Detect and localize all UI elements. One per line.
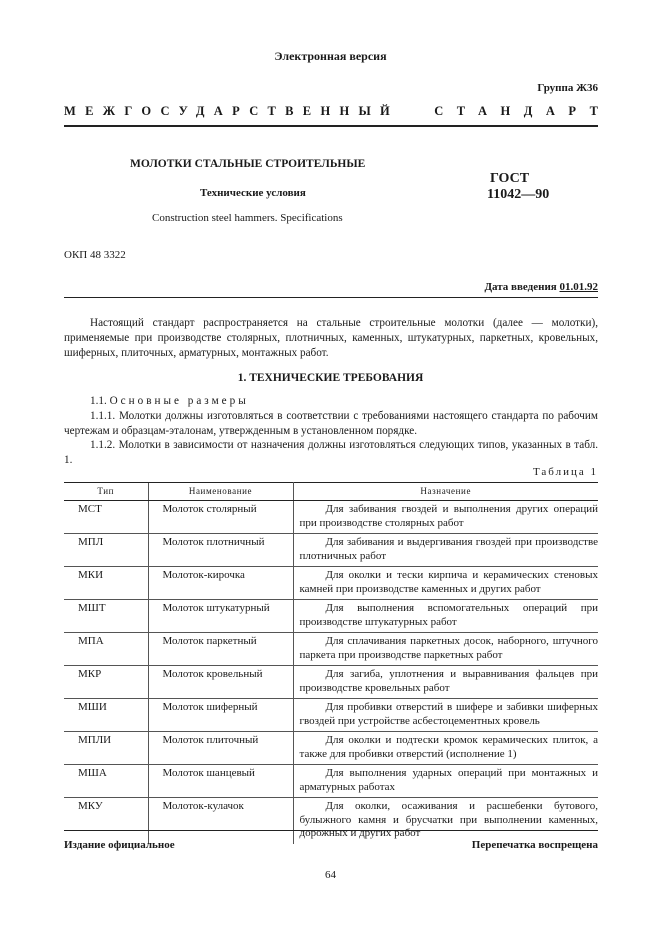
cell-purpose-text: Для выполнения ударных операций при монтажных и арматурных работах [299, 767, 598, 793]
cell-type: МПЛ [64, 534, 148, 567]
table-row [64, 666, 598, 699]
header-name: Наименование [148, 483, 293, 501]
cell-type: МПА [64, 633, 148, 666]
banner-word-standard: СТАНДАРТ [434, 104, 612, 118]
document-title: МОЛОТКИ СТАЛЬНЫЕ СТРОИТЕЛЬНЫЕ [130, 158, 366, 170]
gost-label: ГОСТ [490, 171, 530, 186]
cell-type: МША [64, 765, 148, 798]
header-type: Тип [64, 483, 148, 501]
cell-purpose [293, 732, 598, 765]
electronic-version-label: Электронная версия [274, 49, 387, 63]
page-number: 64 [325, 869, 336, 881]
cell-purpose [293, 666, 598, 699]
section-title: 1. ТЕХНИЧЕСКИЕ ТРЕБОВАНИЯ [237, 372, 424, 384]
official-edition-label: Издание официальное [64, 839, 175, 851]
table-label: Таблица 1 [532, 466, 598, 478]
hammer-types-table [64, 482, 598, 844]
intro-paragraph: Настоящий стандарт распространяется на стальные строительные молотки (далее — молотки), применяемые при производстве столярных, плотничных, каменных, штукатурных, паркетных, кровельных, шиферных, плиточных, арматурных, монтажных работ. [64, 317, 598, 359]
table-row [64, 699, 598, 732]
cell-name: Молоток-кирочка [148, 567, 293, 600]
cell-purpose [293, 600, 598, 633]
banner-word-interstate: МЕЖГОСУДАРСТВЕННЫЙ [64, 104, 400, 118]
cell-name: Молоток шанцевый [148, 765, 293, 798]
reprint-prohibited-label: Перепечатка воспрещена [471, 839, 598, 851]
table-row [64, 633, 598, 666]
cell-name: Молоток паркетный [148, 633, 293, 666]
cell-type: МПЛИ [64, 732, 148, 765]
table-row [64, 765, 598, 798]
introduction-date-label: Дата введения [484, 281, 557, 293]
cell-purpose [293, 534, 598, 567]
cell-purpose-text: Для околки и тески кирпича и керамических стеновых камней при производстве каменных и других работ [299, 569, 598, 595]
cell-purpose [293, 567, 598, 600]
group-code: Группа Ж36 [537, 82, 598, 94]
table-row [64, 501, 598, 534]
clause-1-1-number: 1.1. [90, 395, 107, 407]
cell-type: МКИ [64, 567, 148, 600]
cell-purpose [293, 765, 598, 798]
cell-purpose-text: Для сплачивания паркетных досок, наборного, штучного паркета при производстве паркетных работ [299, 635, 598, 661]
cell-name: Молоток столярный [148, 501, 293, 534]
clause-1-1-2: 1.1.2. Молотки в зависимости от назначения должны изготовляться следующих типов, указанных в табл. 1. [64, 439, 598, 466]
table-row [64, 798, 598, 844]
cell-name: Молоток кровельный [148, 666, 293, 699]
gost-number: 11042—90 [487, 187, 550, 202]
cell-name: Молоток штукатурный [148, 600, 293, 633]
cell-purpose-text: Для загиба, уплотнения и выравнивания фальцев при производстве кровельных работ [299, 668, 598, 694]
cell-type: МКУ [78, 800, 103, 812]
cell-purpose [293, 633, 598, 666]
banner-rule [64, 125, 598, 127]
cell-type: МШТ [64, 600, 148, 633]
cell-purpose [293, 501, 598, 534]
document-subtitle: Технические условия [200, 187, 306, 199]
cell-purpose-text: Для околки и подтески кромок керамических плиток, а также для пробивки отверстий (исполнение 1) [299, 734, 598, 760]
standard-banner [64, 104, 612, 119]
table-row [64, 567, 598, 600]
date-rule [64, 297, 598, 298]
table-row [64, 534, 598, 567]
cell-name: Молоток плиточный [148, 732, 293, 765]
cell-purpose-text: Для околки, осаживания и расшебенки бутового, булыжного камня и брусчатки при выполнении каменных, дорожных и других работ [299, 800, 598, 839]
cell-purpose-text: Для выполнения вспомогательных операций при производстве штукатурных работ [299, 602, 598, 628]
cell-name: Молоток плотничный [148, 534, 293, 567]
cell-type: МКР [64, 666, 148, 699]
table-header-row [64, 483, 598, 501]
cell-purpose-text: Для забивания и выдергивания гвоздей при производстве плотничных работ [299, 536, 598, 562]
cell-type: МСТ [64, 501, 148, 534]
okp-code: ОКП 48 3322 [64, 249, 126, 261]
english-title: Construction steel hammers. Specifications [152, 212, 343, 224]
footer-rule [64, 830, 598, 831]
cell-purpose [293, 699, 598, 732]
header-purpose: Назначение [293, 483, 598, 501]
clause-1-1-1: 1.1.1. Молотки должны изготовляться в соответствии с требованиями настоящего стандарта по рабочим чертежам и образцам-эталонам, утвержденным в установленном порядке. [64, 410, 598, 437]
cell-name: Молоток шиферный [148, 699, 293, 732]
cell-name: Молоток-кулачок [148, 798, 293, 844]
cell-purpose-text: Для пробивки отверстий в шифере и забивки шиферных гвоздей при устройстве асбестоцементных кровель [299, 701, 598, 727]
introduction-date-value: 01.01.92 [559, 281, 598, 293]
introduction-date [484, 281, 598, 293]
cell-purpose [293, 798, 598, 844]
clause-1-1 [64, 394, 598, 409]
cell-purpose-text: Для забивания гвоздей и выполнения других операций при производстве столярных работ [299, 503, 598, 529]
clause-1-1-title: Основные размеры [109, 395, 249, 407]
table-row [64, 732, 598, 765]
table-row [64, 600, 598, 633]
cell-type: МШИ [64, 699, 148, 732]
